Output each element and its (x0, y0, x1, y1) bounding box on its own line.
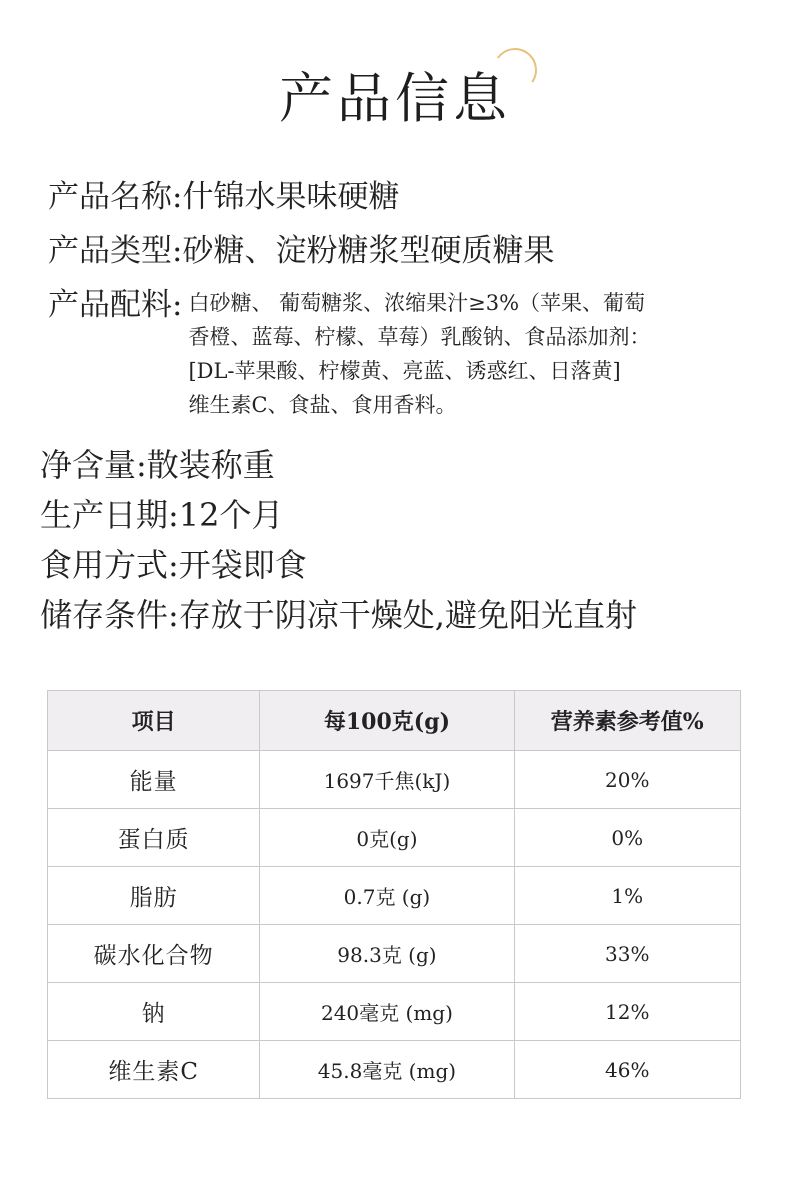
nutrient-nrv: 33% (514, 925, 740, 983)
ingredients-line: 香橙、蓝莓、柠檬、草莓）乳酸钠、食品添加剂： (188, 325, 651, 349)
product-details-block (40, 440, 770, 640)
nutrient-nrv: 20% (514, 751, 740, 809)
nutrient-name: 蛋白质 (48, 809, 260, 867)
nutrient-nrv: 46% (514, 1041, 740, 1099)
net-content-label: 净含量: (40, 446, 147, 484)
nutrient-name: 维生素C (48, 1041, 260, 1099)
table-row (48, 1041, 741, 1099)
page-title-text: 产品信息 (279, 67, 511, 130)
product-info-block (48, 170, 768, 422)
table-row (48, 751, 741, 809)
shelf-life-label: 生产日期: (40, 496, 179, 534)
nutrient-name: 能量 (48, 751, 260, 809)
product-name-value: 什锦水果味硬糖 (182, 179, 400, 215)
nutrient-amount: 240毫克 (mg) (260, 983, 514, 1041)
nutrient-amount: 0克(g) (260, 809, 514, 867)
product-type-label: 产品类型: (48, 233, 183, 269)
table-row (48, 925, 741, 983)
column-header-per100g: 每100克(g) (260, 691, 514, 751)
nutrient-name: 钠 (48, 983, 260, 1041)
column-header-nrv: 营养素参考值% (514, 691, 740, 751)
nutrient-nrv: 1% (514, 867, 740, 925)
table-header-row (48, 691, 741, 751)
product-name-label: 产品名称: (48, 179, 183, 215)
usage-row (40, 540, 770, 590)
product-name-row (48, 170, 768, 224)
ingredients-list (182, 280, 650, 422)
shelf-life-row (40, 490, 770, 540)
ingredients-line: [DL-苹果酸、柠檬黄、亮蓝、诱惑红、日落黄] (188, 359, 621, 383)
usage-value: 开袋即食 (178, 546, 307, 584)
ingredients-label: 产品配料: (48, 287, 183, 323)
table-row (48, 983, 741, 1041)
page-title (279, 56, 511, 133)
product-type-value: 砂糖、淀粉糖浆型硬质糖果 (182, 233, 555, 269)
ingredients-row (48, 280, 768, 422)
nutrient-name: 脂肪 (48, 867, 260, 925)
net-content-value: 散装称重 (146, 446, 275, 484)
table-row (48, 867, 741, 925)
nutrient-amount: 45.8毫克 (mg) (260, 1041, 514, 1099)
table-row (48, 809, 741, 867)
nutrient-amount: 0.7克 (g) (260, 867, 514, 925)
nutrient-name: 碳水化合物 (48, 925, 260, 983)
nutrient-amount: 1697千焦(kJ) (260, 751, 514, 809)
title-area (0, 56, 790, 133)
net-content-row (40, 440, 770, 490)
ingredients-line: 白砂糖、 葡萄糖浆、浓缩果汁≥3%（苹果、葡萄 (188, 291, 646, 315)
nutrient-nrv: 12% (514, 983, 740, 1041)
storage-row (40, 590, 770, 640)
nutrition-table (47, 690, 741, 1099)
ingredients-line: 维生素C、食盐、食用香料。 (188, 393, 457, 417)
nutrient-amount: 98.3克 (g) (260, 925, 514, 983)
product-type-row (48, 224, 768, 278)
nutrient-nrv: 0% (514, 809, 740, 867)
storage-value: 存放于阴凉干燥处,避免阳光直射 (178, 596, 637, 634)
storage-label: 储存条件: (40, 596, 179, 634)
usage-label: 食用方式: (40, 546, 179, 584)
shelf-life-value: 12个月 (178, 496, 284, 534)
column-header-item: 项目 (48, 691, 260, 751)
